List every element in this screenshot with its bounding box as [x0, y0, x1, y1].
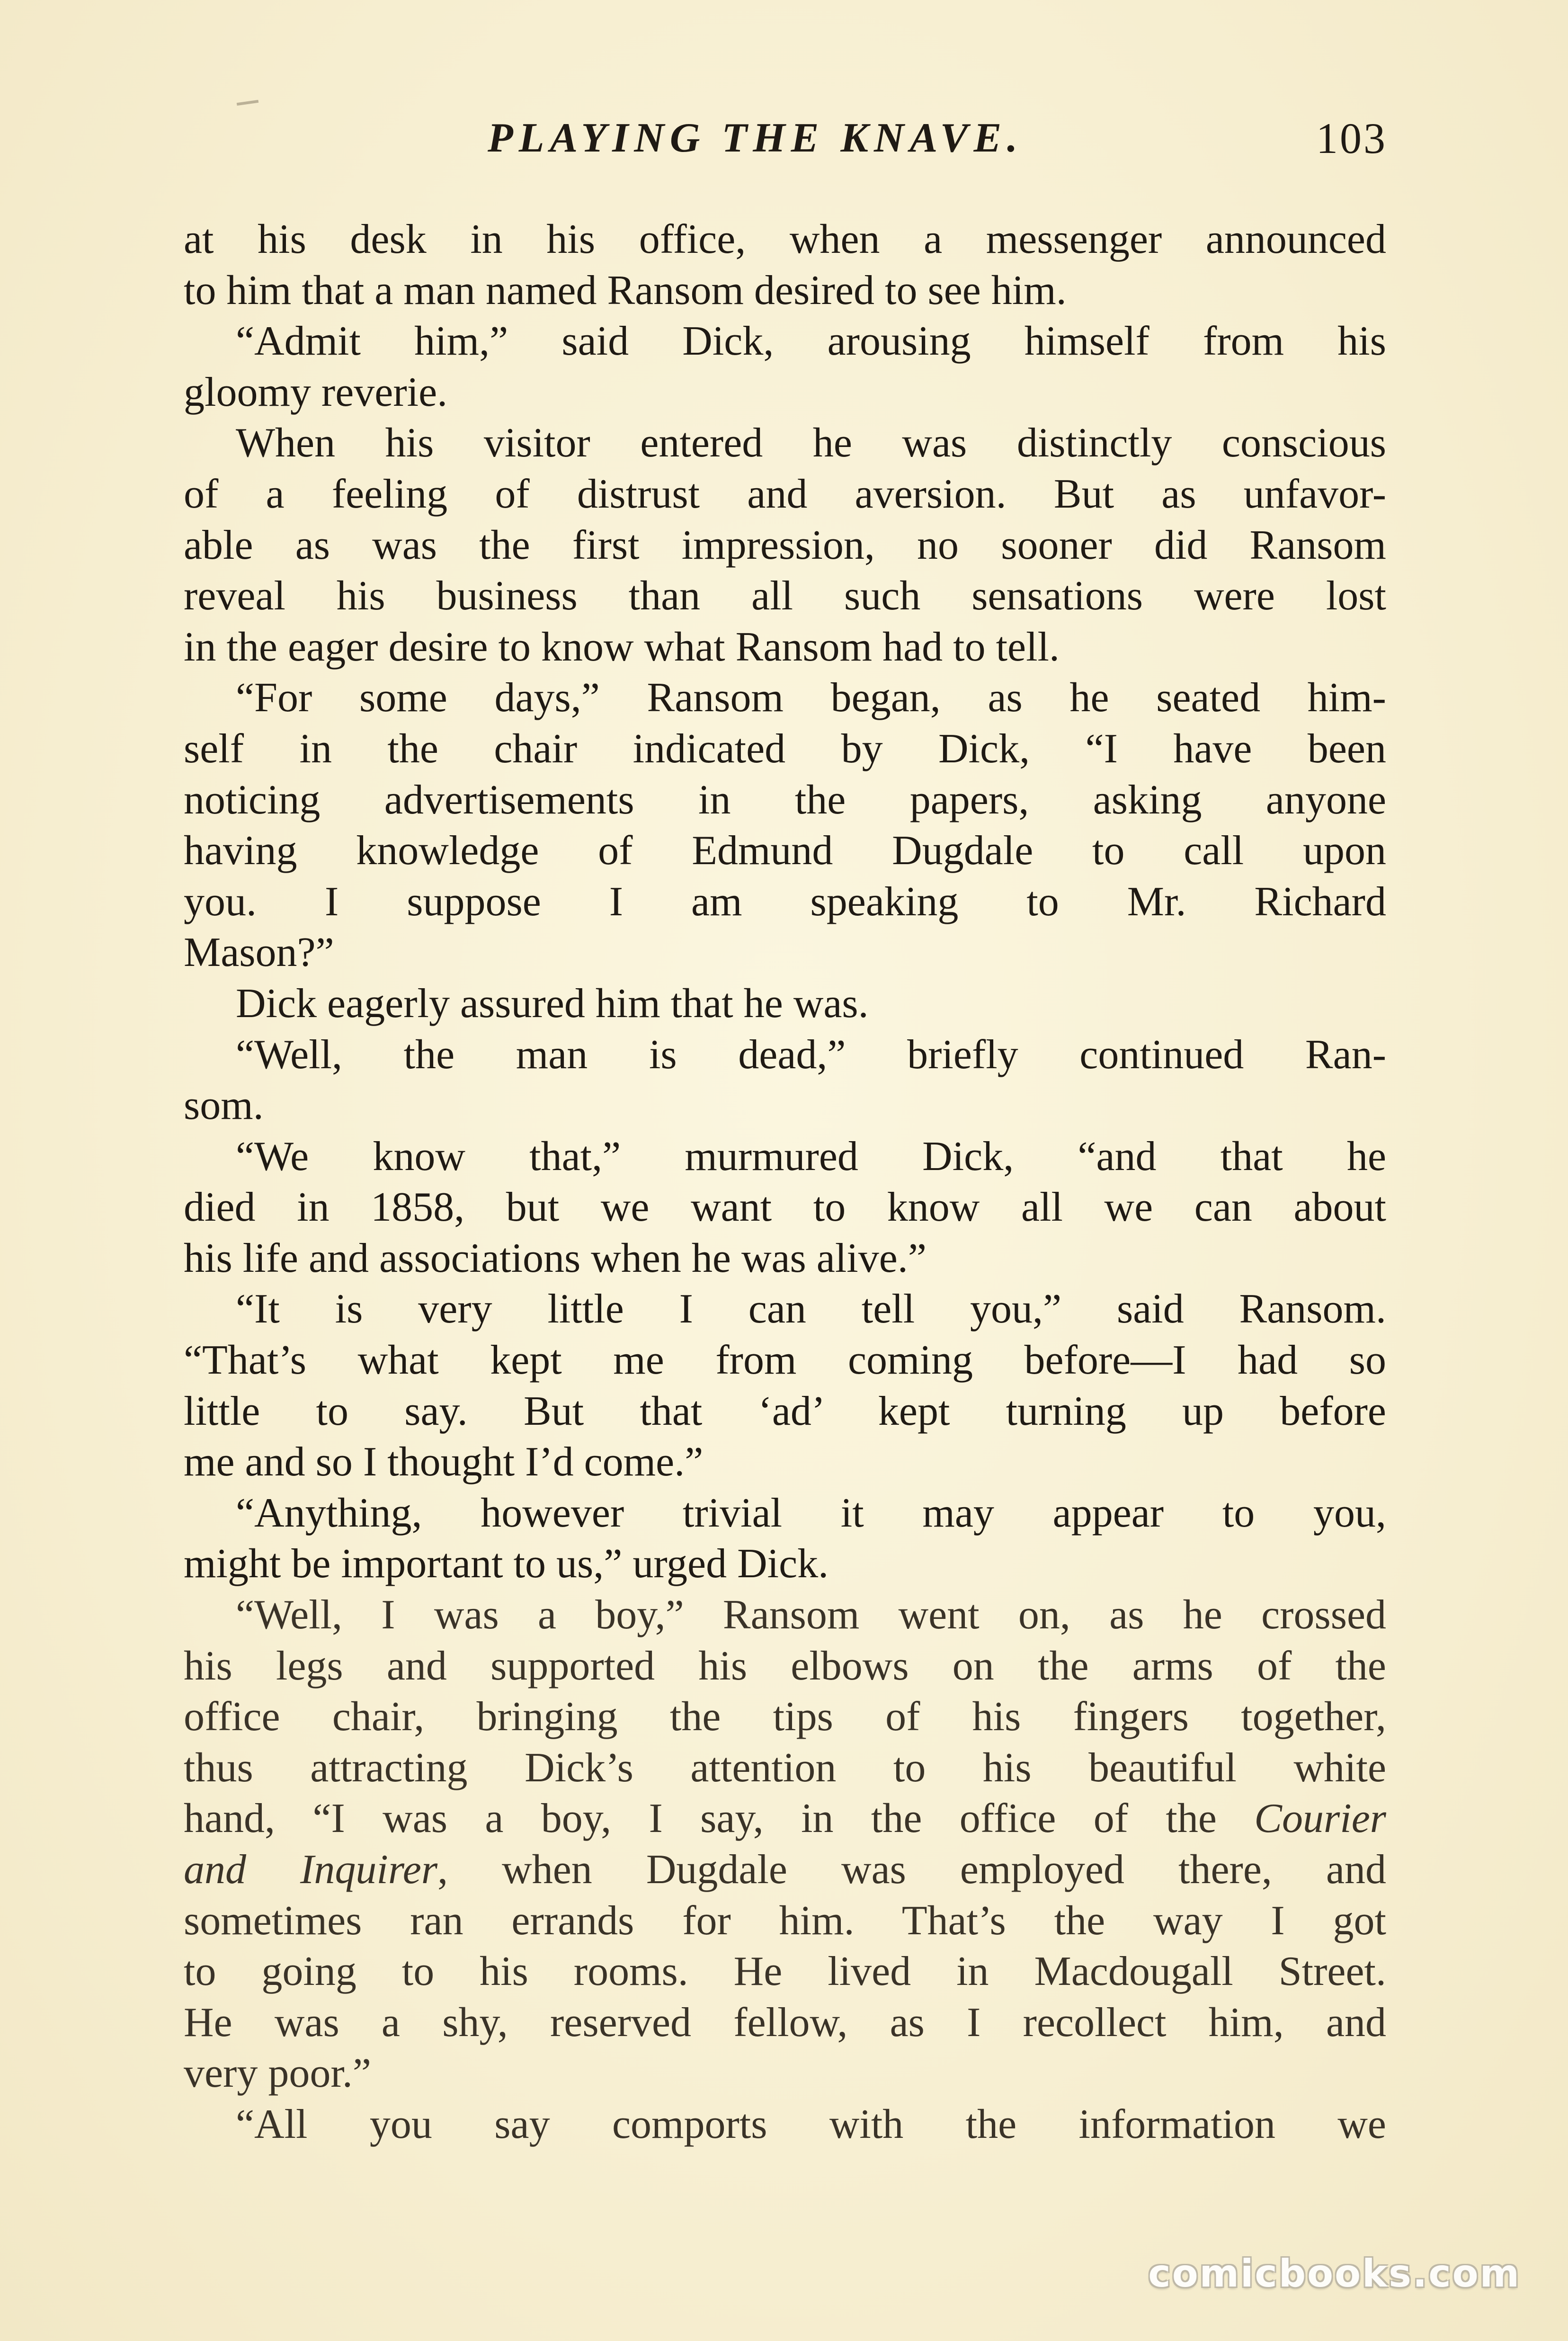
text-line: gloomy reverie. — [184, 369, 448, 415]
text-segment: , when Dugdale was employed there, and — [437, 1847, 1386, 1893]
newspaper-title-italic: and Inquirer — [184, 1847, 438, 1893]
page-header — [185, 110, 1387, 167]
site-watermark: comicbooks.com — [1148, 2252, 1521, 2296]
text-line: very poor.” — [184, 2050, 371, 2097]
text-line: “We know that,” murmured Dick, “and that he — [236, 1133, 1386, 1179]
ink-speck — [237, 100, 258, 106]
newspaper-title-italic: Courier — [1254, 1796, 1386, 1842]
text-line: “For some days,” Ransom began, as he seated him- — [236, 675, 1386, 721]
text-segment: hand, “I was a boy, I say, in the office of the — [184, 1796, 1255, 1842]
text-line: “Well, I was a boy,” Ransom went on, as he crossed — [236, 1592, 1386, 1638]
text-line — [184, 1793, 1386, 1844]
text-line: his legs and supported his elbows on the arms of the — [184, 1643, 1386, 1689]
text-line: self in the chair indicated by Dick, “I have been — [184, 725, 1386, 772]
text-line: thus attracting Dick’s attention to his beautiful white — [184, 1744, 1386, 1791]
text-line: able as was the first impression, no sooner did Ransom — [184, 522, 1386, 568]
text-line: me and so I thought I’d come.” — [184, 1439, 704, 1485]
text-line: “Anything, however trivial it may appear to you, — [236, 1490, 1386, 1536]
text-line — [184, 1844, 1386, 1895]
text-line: of a feeling of distrust and aversion. But as unfavor- — [184, 471, 1386, 517]
text-line: might be important to us,” urged Dick. — [184, 1541, 829, 1587]
text-line: to him that a man named Ransom desired to see him. — [184, 267, 1067, 313]
text-line: in the eager desire to know what Ransom had to tell. — [184, 624, 1060, 670]
text-line: “Well, the man is dead,” briefly continued Ran- — [236, 1031, 1386, 1078]
text-line: When his visitor entered he was distinctly conscious — [236, 420, 1386, 466]
text-line: his life and associations when he was alive.” — [184, 1235, 927, 1281]
text-line: Dick eagerly assured him that he was. — [236, 980, 869, 1027]
text-line: “All you say comports with the information we — [236, 2101, 1386, 2147]
running-title: PLAYING THE KNAVE. — [488, 115, 1024, 161]
text-line: “It is very little I can tell you,” said Ransom. — [236, 1286, 1386, 1332]
text-line: died in 1858, but we want to know all we can about — [184, 1184, 1386, 1231]
text-line: having knowledge of Edmund Dugdale to call upon — [184, 828, 1386, 874]
text-line: “Admit him,” said Dick, arousing himself from his — [236, 318, 1386, 365]
text-line: at his desk in his office, when a messenger announced — [184, 216, 1386, 262]
text-line: noticing advertisements in the papers, asking anyone — [184, 777, 1386, 823]
text-line: som. — [184, 1082, 264, 1129]
text-line: little to say. But that ‘ad’ kept turning up before — [184, 1388, 1386, 1434]
text-line: He was a shy, reserved fellow, as I recollect him, and — [184, 1999, 1386, 2046]
body-text — [184, 214, 1386, 2174]
page-number: 103 — [1316, 114, 1387, 162]
text-line: “That’s what kept me from coming before—I had so — [184, 1337, 1386, 1384]
text-line: reveal his business than all such sensations were lost — [184, 573, 1386, 619]
text-line: sometimes ran errands for him. That’s the way I got — [184, 1897, 1386, 1944]
text-line: to going to his rooms. He lived in Macdougall Street. — [184, 1948, 1386, 1995]
text-line: Mason?” — [184, 929, 334, 976]
text-line: you. I suppose I am speaking to Mr. Richard — [184, 878, 1386, 925]
text-line: office chair, bringing the tips of his fingers together, — [184, 1694, 1386, 1740]
